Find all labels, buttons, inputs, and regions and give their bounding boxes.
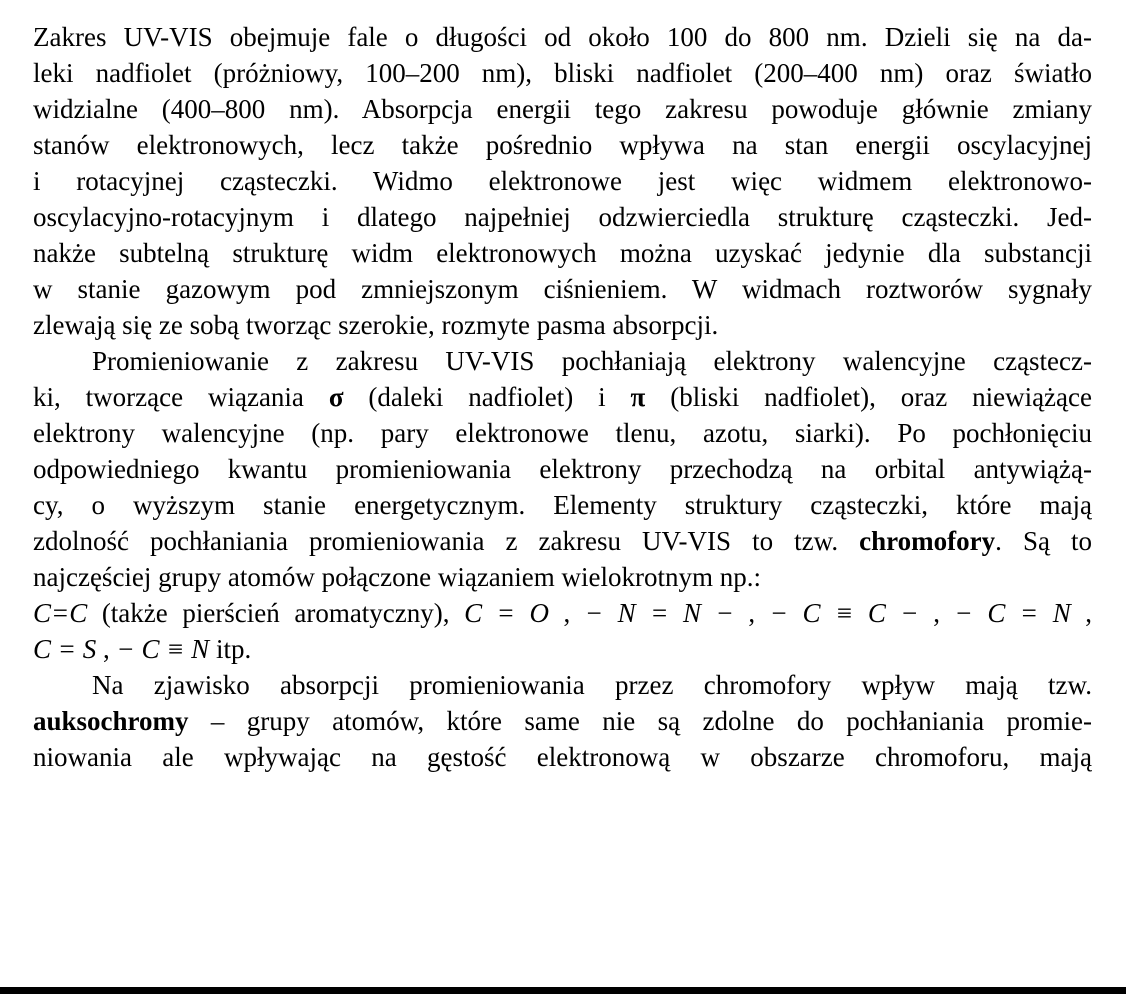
- text-line: oscylacyjno-rotacyjnym i dlatego najpełniej odzwierciedla strukturę cząsteczki. Jed-: [33, 202, 1092, 232]
- text-line: niowania ale wpływając na gęstość elektronową w obszarze chromoforu, mają: [33, 742, 1092, 772]
- text-line: [33, 703, 1092, 739]
- body-text: [33, 19, 1092, 775]
- text-line: stanów elektronowych, lecz także pośrednio wpływa na stan energii oscylacyjnej: [33, 130, 1092, 160]
- separator: ,: [733, 598, 770, 628]
- sigma-symbol: σ: [328, 382, 344, 412]
- formula-line: [33, 631, 1092, 667]
- formula-line: [33, 595, 1092, 631]
- text-fragment: . Są to: [995, 526, 1092, 556]
- formula: C = O: [464, 598, 549, 628]
- text-line: widzialne (400–800 nm). Absorpcja energii tego zakresu powoduje głównie zmiany: [33, 94, 1092, 124]
- formula: − N = N −: [584, 598, 734, 628]
- paragraph-end-line: zlewają się ze sobą tworząc szerokie, rozmyte pasma absorpcji.: [33, 310, 719, 340]
- separator: ,: [96, 634, 117, 664]
- text-line: najczęściej grupy atomów połączone wiązaniem wielokrotnym np.:: [33, 562, 761, 592]
- text-fragment: itp.: [209, 634, 252, 664]
- pi-symbol: π: [630, 382, 646, 412]
- text-line: i rotacyjnej cząsteczki. Widmo elektronowe jest więc widmem elektronowo-: [33, 166, 1092, 196]
- separator: ,: [1070, 598, 1092, 628]
- separator: ,: [548, 598, 585, 628]
- formula: − C ≡ C −: [769, 598, 919, 628]
- formula: − C ≡ N: [116, 634, 210, 664]
- text-line: odpowiedniego kwantu promieniowania elektrony przechodzą na orbital antywiążą-: [33, 454, 1092, 484]
- text-fragment: (także pierścień aromatyczny),: [87, 598, 465, 628]
- text-fragment: – grupy atomów, które same nie są zdolne do pochłaniania promie-: [188, 706, 1092, 736]
- text-line: Zakres UV-VIS obejmuje fale o długości od około 100 do 800 nm. Dzieli się na da-: [33, 22, 1092, 52]
- text-fragment: (daleki nadfiolet) i: [343, 382, 631, 412]
- text-line: nakże subtelną strukturę widm elektronowych można uzyskać jedynie dla substancji: [33, 238, 1092, 268]
- text-line: leki nadfiolet (próżniowy, 100–200 nm), bliski nadfiolet (200–400 nm) oraz światło: [33, 58, 1092, 88]
- formula: − C = N: [954, 598, 1071, 628]
- paragraph-start-line: Na zjawisko absorpcji promieniowania przez chromofory wpływ mają tzw.: [92, 670, 1092, 700]
- separator: ,: [918, 598, 955, 628]
- auxochrome-term: auksochromy: [33, 706, 189, 736]
- text-fragment: (bliski nadfiolet), oraz niewiążące: [645, 382, 1092, 412]
- text-line: w stanie gazowym pod zmniejszonym ciśnieniem. W widmach roztworów sygnały: [33, 274, 1092, 304]
- text-line: [33, 379, 1092, 415]
- text-line: cy, o wyższym stanie energetycznym. Elementy struktury cząsteczki, które mają: [33, 490, 1092, 520]
- formula: C=C: [33, 598, 88, 628]
- text-fragment: ki, tworzące wiązania: [33, 382, 329, 412]
- text-fragment: zdolność pochłaniania promieniowania z zakresu UV-VIS to tzw.: [33, 526, 860, 556]
- paragraph-start-line: Promieniowanie z zakresu UV-VIS pochłaniają elektrony walencyjne cząstecz-: [92, 346, 1092, 376]
- text-line: elektrony walencyjne (np. pary elektronowe tlenu, azotu, siarki). Po pochłonięciu: [33, 418, 1092, 448]
- formula: C = S: [33, 634, 97, 664]
- chromophore-term: chromofory: [859, 526, 996, 556]
- text-line: [33, 523, 1092, 559]
- bottom-rule: [0, 987, 1126, 994]
